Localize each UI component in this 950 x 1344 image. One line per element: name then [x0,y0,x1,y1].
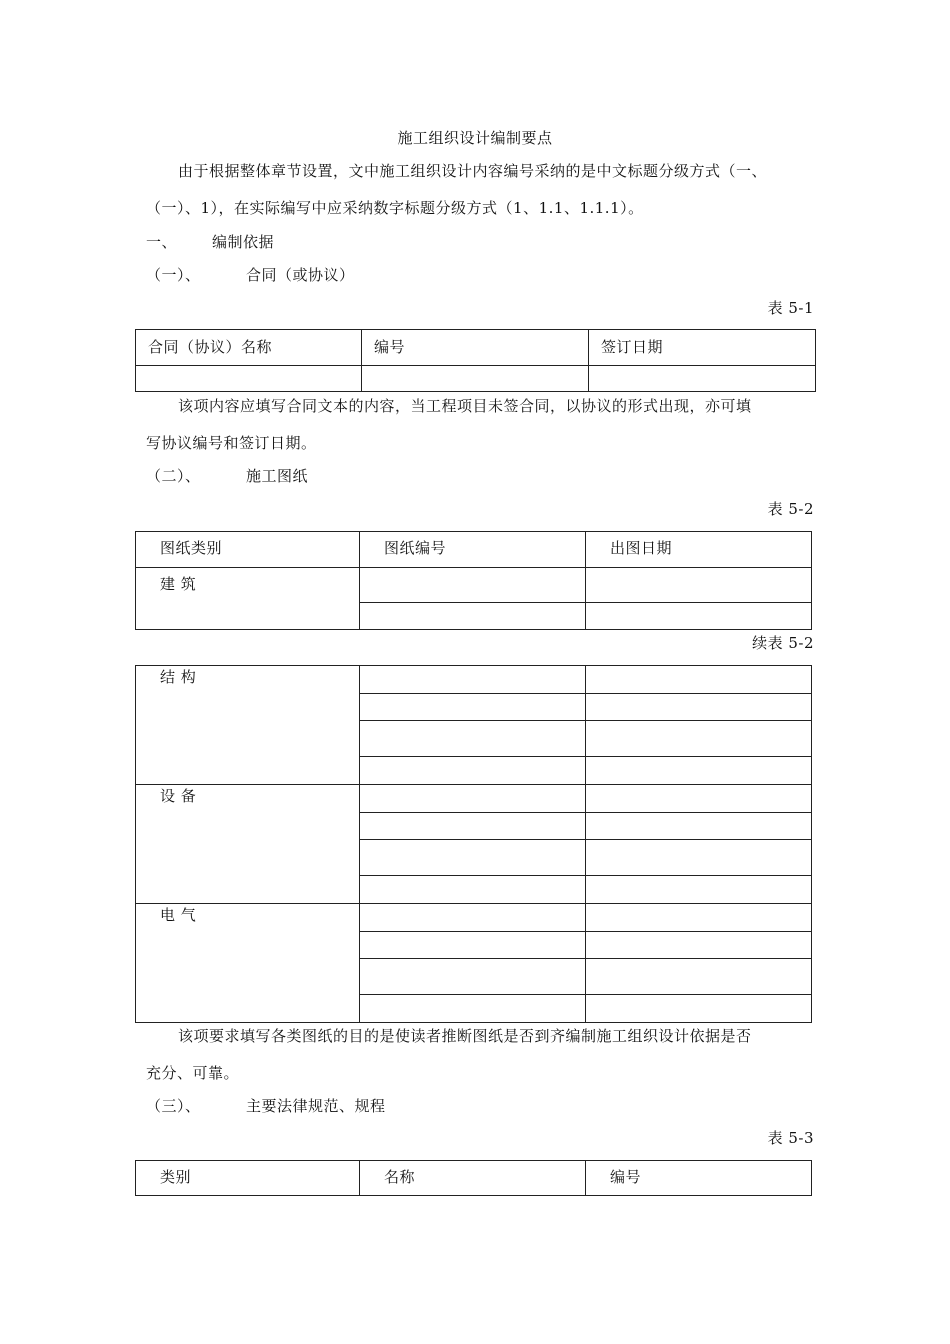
table-5-3 [135,1160,812,1196]
table-cell[interactable] [360,876,586,904]
header-cell: 类别 [136,1161,360,1196]
subsection-2-title: 施工图纸 [246,467,309,485]
section-1-title: 编制依据 [212,233,275,251]
table-row [136,785,812,813]
table-5-2 [135,531,812,630]
note-1-line-1: 该项内容应填写合同文本的内容，当工程项目未签合同，以协议的形式出现，亦可填 [178,397,752,415]
table-cell[interactable] [360,904,586,932]
header-cell: 编号 [586,1161,812,1196]
note-2-line-1: 该项要求填写各类图纸的目的是使读者推断图纸是否到齐编制施工组织设计依据是否 [178,1027,752,1045]
subsection-1-title: 合同（或协议） [246,266,355,284]
table-cell[interactable] [586,959,812,995]
subsection-1-number: （一）、 [146,266,201,284]
table-cell[interactable] [586,721,812,757]
header-cell: 合同（协议）名称 [136,330,362,366]
table-cell[interactable] [586,568,812,603]
note-2-line-2: 充分、可靠。 [146,1064,240,1082]
table-cell[interactable] [136,366,362,392]
table-5-2-continued [135,665,812,1023]
table-cell[interactable] [360,932,586,959]
table-cell[interactable] [586,904,812,932]
table-cell[interactable] [586,694,812,721]
table-5-2-continued-caption: 续表 5-2 [752,634,814,652]
table-cell[interactable] [360,840,586,876]
table-cell[interactable] [586,813,812,840]
table-cell[interactable] [360,666,586,694]
table-cell[interactable] [586,840,812,876]
category-cell: 建 筑 [136,568,360,630]
table-cell[interactable] [360,694,586,721]
table-5-2-caption: 表 5-2 [767,500,814,518]
category-cell: 结 构 [136,666,360,785]
header-cell: 图纸类别 [136,532,360,568]
header-cell: 编号 [362,330,589,366]
table-cell[interactable] [589,366,816,392]
table-cell[interactable] [586,757,812,785]
table-header-row [136,330,816,366]
table-cell[interactable] [360,568,586,603]
table-cell[interactable] [586,876,812,904]
table-cell[interactable] [586,603,812,630]
table-row [136,366,816,392]
table-cell[interactable] [360,721,586,757]
header-cell: 出图日期 [586,532,812,568]
table-row [136,904,812,932]
table-cell[interactable] [586,785,812,813]
table-cell[interactable] [360,785,586,813]
note-1-line-2: 写协议编号和签订日期。 [146,434,317,452]
header-cell: 图纸编号 [360,532,586,568]
table-cell[interactable] [586,995,812,1023]
table-5-1-caption: 表 5-1 [767,299,814,317]
subsection-3-number: （三）、 [146,1097,201,1115]
header-cell: 名称 [360,1161,586,1196]
table-cell[interactable] [360,959,586,995]
header-cell: 签订日期 [589,330,816,366]
category-cell: 电 气 [136,904,360,1023]
table-5-3-caption: 表 5-3 [767,1129,814,1147]
table-cell[interactable] [360,995,586,1023]
intro-line-2: （一）、1），在实际编写中应采纳数字标题分级方式（1、1.1、1.1.1）。 [146,199,644,217]
table-row [136,666,812,694]
table-cell[interactable] [360,813,586,840]
table-5-1 [135,329,816,392]
table-cell[interactable] [586,932,812,959]
category-cell: 设 备 [136,785,360,904]
document-title: 施工组织设计编制要点 [397,129,553,147]
table-header-row [136,1161,812,1196]
table-cell[interactable] [360,757,586,785]
table-cell[interactable] [360,603,586,630]
subsection-3-title: 主要法律规范、规程 [246,1097,386,1115]
table-row [136,568,812,603]
table-header-row [136,532,812,568]
table-cell[interactable] [586,666,812,694]
table-cell[interactable] [362,366,589,392]
intro-line-1: 由于根据整体章节设置，文中施工组织设计内容编号采纳的是中文标题分级方式（一、 [178,162,768,180]
section-1-number: 一、 [146,233,178,251]
subsection-2-number: （二）、 [146,467,201,485]
